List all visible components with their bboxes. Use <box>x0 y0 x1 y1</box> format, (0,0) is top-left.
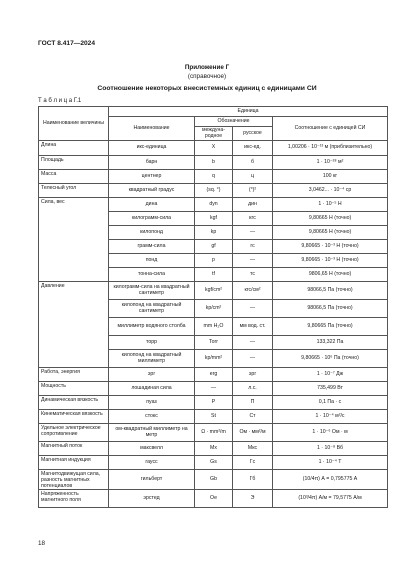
intl-symbol-cell: kp/cm² <box>195 300 233 318</box>
quantity-cell <box>39 240 109 254</box>
quantity-cell <box>39 254 109 268</box>
unit-name-cell: стокс <box>109 410 195 424</box>
rus-symbol-cell: (°)² <box>233 184 273 198</box>
quantity-cell: Мощность <box>39 382 109 396</box>
intl-symbol-cell: Gb <box>195 470 233 490</box>
table-row <box>39 396 388 410</box>
appendix-type: (справочное) <box>187 73 227 80</box>
conversion-table <box>38 106 388 508</box>
header-quantity: Наименование величины <box>39 107 109 141</box>
unit-name-cell: дина <box>109 198 195 212</box>
rus-symbol-cell: л.с. <box>233 382 273 396</box>
rus-symbol-cell: Ом · мм²/м <box>233 424 273 442</box>
unit-name-cell: квадратный градус <box>109 184 195 198</box>
table-row <box>39 170 388 184</box>
unit-name-cell: тонна-сила <box>109 268 195 282</box>
intl-symbol-cell: dyn <box>195 198 233 212</box>
appendix-label: Приложение Г <box>184 64 230 71</box>
rus-symbol-cell: Гб <box>233 470 273 490</box>
table-row <box>39 226 388 240</box>
intl-symbol-cell: kgf/cm² <box>195 282 233 300</box>
unit-name-cell: ом-квадратный миллиметр на метр <box>109 424 195 442</box>
intl-symbol-cell: erg <box>195 368 233 382</box>
intl-symbol-cell: Mx <box>195 442 233 456</box>
quantity-cell: Масса <box>39 170 109 184</box>
table-row <box>39 254 388 268</box>
table-row <box>39 410 388 424</box>
intl-symbol-cell: kp/mm² <box>195 350 233 368</box>
quantity-cell <box>39 212 109 226</box>
rus-symbol-cell: Мкс <box>233 442 273 456</box>
page-title: Соотношение некоторых внесистемных единиц с единицами СИ <box>97 85 317 92</box>
relation-cell: 9,80665 Н (точно) <box>273 226 388 240</box>
header-rus: русское <box>233 127 273 141</box>
quantity-cell: Сила, вес <box>39 198 109 212</box>
relation-cell: 1 · 10⁻⁶ Ом · м <box>273 424 388 442</box>
quantity-cell <box>39 226 109 240</box>
doc-header: ГОСТ 8.417—2024 <box>38 40 95 47</box>
header-unit-name: Наименование <box>109 117 195 141</box>
intl-symbol-cell: — <box>195 382 233 396</box>
quantity-cell <box>39 300 109 318</box>
unit-name-cell: пуаз <box>109 396 195 410</box>
intl-symbol-cell: kp <box>195 226 233 240</box>
quantity-cell: Динамическая вязкость <box>39 396 109 410</box>
relation-cell: 1 · 10⁻²⁸ м² <box>273 156 388 170</box>
table-row <box>39 442 388 456</box>
rus-symbol-cell: Ст <box>233 410 273 424</box>
intl-symbol-cell: gf <box>195 240 233 254</box>
relation-cell: 1 · 10⁻⁷ Дж <box>273 368 388 382</box>
table-row <box>39 424 388 442</box>
intl-symbol-cell: tf <box>195 268 233 282</box>
intl-symbol-cell: P <box>195 396 233 410</box>
relation-cell: 1 · 10⁻⁵ Н <box>273 198 388 212</box>
unit-name-cell: килограмм-сила <box>109 212 195 226</box>
table-row <box>39 282 388 300</box>
intl-symbol-cell: Torr <box>195 336 233 350</box>
table-row <box>39 382 388 396</box>
quantity-cell <box>39 350 109 368</box>
quantity-cell <box>39 318 109 336</box>
quantity-cell: Длина <box>39 141 109 156</box>
intl-symbol-cell: X <box>195 141 233 156</box>
rus-symbol-cell: тс <box>233 268 273 282</box>
rus-symbol-cell: — <box>233 226 273 240</box>
relation-cell: 100 кг <box>273 170 388 184</box>
quantity-cell: Магнитная индукция <box>39 456 109 470</box>
quantity-cell <box>39 336 109 350</box>
rus-symbol-cell: — <box>233 350 273 368</box>
table-row <box>39 490 388 508</box>
unit-name-cell: лошадиная сила <box>109 382 195 396</box>
quantity-cell <box>39 268 109 282</box>
unit-name-cell: барн <box>109 156 195 170</box>
unit-name-cell: килопонд на квадратный миллиметр <box>109 350 195 368</box>
rus-symbol-cell: — <box>233 254 273 268</box>
table-row <box>39 350 388 368</box>
rus-symbol-cell: мм вод. ст. <box>233 318 273 336</box>
quantity-cell: Напряженность магнитного поля <box>39 490 109 508</box>
rus-symbol-cell: кгс <box>233 212 273 226</box>
unit-name-cell: миллиметр водяного столба <box>109 318 195 336</box>
unit-name-cell: торр <box>109 336 195 350</box>
table-body <box>39 141 388 508</box>
relation-cell: (10³/4π) А/м = 79,5775 А/м <box>273 490 388 508</box>
quantity-cell: Удельное электрическое сопротивление <box>39 424 109 442</box>
header-unit-group: Единица <box>109 107 388 117</box>
table-row <box>39 456 388 470</box>
intl-symbol-cell: q <box>195 170 233 184</box>
rus-symbol-cell: гс <box>233 240 273 254</box>
intl-symbol-cell: Ω · mm²/m <box>195 424 233 442</box>
unit-name-cell: килопонд <box>109 226 195 240</box>
relation-cell: 133,322 Па <box>273 336 388 350</box>
relation-cell: 9806,65 Н (точно) <box>273 268 388 282</box>
relation-cell: 9,80665 Н (точно) <box>273 212 388 226</box>
relation-cell: 9,80665 · 10⁶ Па (точно) <box>273 350 388 368</box>
table-row <box>39 212 388 226</box>
relation-cell: 1 · 10⁻⁸ Вб <box>273 442 388 456</box>
unit-name-cell: килопонд на квадратный сантиметр <box>109 300 195 318</box>
relation-cell: 3,0462... · 10⁻⁴ ср <box>273 184 388 198</box>
intl-symbol-cell: (sq. °) <box>195 184 233 198</box>
relation-cell: 9,80665 Па (точно) <box>273 318 388 336</box>
unit-name-cell: эрг <box>109 368 195 382</box>
unit-name-cell: эрстед <box>109 490 195 508</box>
unit-name-cell: максвелл <box>109 442 195 456</box>
unit-name-cell: центнер <box>109 170 195 184</box>
page-number: 18 <box>38 540 46 547</box>
rus-symbol-cell: ц <box>233 170 273 184</box>
header-designation: Обозначение <box>195 117 273 127</box>
relation-cell: 0,1 Па · с <box>273 396 388 410</box>
quantity-cell: Кинематическая вязкость <box>39 410 109 424</box>
relation-cell: (10/4π) А = 0,795775 А <box>273 470 388 490</box>
unit-name-cell: килограмм-сила на квадратный сантиметр <box>109 282 195 300</box>
header-intl: междуна-родное <box>195 127 233 141</box>
rus-symbol-cell: дин <box>233 198 273 212</box>
quantity-cell: Магнитный поток <box>39 442 109 456</box>
table-caption: Т а б л и ц а Г.1 <box>38 98 82 104</box>
rus-symbol-cell: икс-ед. <box>233 141 273 156</box>
intl-symbol-cell: Gs <box>195 456 233 470</box>
unit-name-cell: икс-единица <box>109 141 195 156</box>
table-row <box>39 240 388 254</box>
table-row <box>39 184 388 198</box>
relation-cell: 9,80665 · 10⁻³ Н (точно) <box>273 254 388 268</box>
quantity-cell: Магнитодвижущая сила, разность магнитных потенциалов <box>39 470 109 490</box>
unit-name-cell: понд <box>109 254 195 268</box>
rus-symbol-cell: эрг <box>233 368 273 382</box>
rus-symbol-cell: кгс/см² <box>233 282 273 300</box>
intl-symbol-cell: St <box>195 410 233 424</box>
intl-symbol-cell: kgf <box>195 212 233 226</box>
unit-name-cell: грамм-сила <box>109 240 195 254</box>
quantity-cell: Давление <box>39 282 109 300</box>
intl-symbol-cell: b <box>195 156 233 170</box>
table-row <box>39 156 388 170</box>
intl-symbol-cell: Oe <box>195 490 233 508</box>
table-row <box>39 336 388 350</box>
intl-symbol-cell: mm H₂O <box>195 318 233 336</box>
rus-symbol-cell: б <box>233 156 273 170</box>
table-row <box>39 368 388 382</box>
relation-cell: 1 · 10⁻⁴ м²/с <box>273 410 388 424</box>
table-row <box>39 141 388 156</box>
relation-cell: 1 · 10⁻⁴ Т <box>273 456 388 470</box>
relation-cell: 735,499 Вт <box>273 382 388 396</box>
rus-symbol-cell: — <box>233 300 273 318</box>
relation-cell: 98066,5 Па (точно) <box>273 282 388 300</box>
rus-symbol-cell: П <box>233 396 273 410</box>
quantity-cell: Телесный угол <box>39 184 109 198</box>
unit-name-cell: гильберт <box>109 470 195 490</box>
header-relation: Соотношение с единицей СИ <box>273 117 388 141</box>
quantity-cell: Работа, энергия <box>39 368 109 382</box>
rus-symbol-cell: — <box>233 336 273 350</box>
relation-cell: 1,00206 · 10⁻¹³ м (приблизительно) <box>273 141 388 156</box>
table-row <box>39 470 388 490</box>
intl-symbol-cell: p <box>195 254 233 268</box>
table-row <box>39 300 388 318</box>
quantity-cell: Площадь <box>39 156 109 170</box>
rus-symbol-cell: Э <box>233 490 273 508</box>
relation-cell: 98066,5 Па (точно) <box>273 300 388 318</box>
table-row <box>39 268 388 282</box>
relation-cell: 9,80665 · 10⁻³ Н (точно) <box>273 240 388 254</box>
rus-symbol-cell: Гс <box>233 456 273 470</box>
table-row <box>39 198 388 212</box>
table-row <box>39 318 388 336</box>
unit-name-cell: гаусс <box>109 456 195 470</box>
